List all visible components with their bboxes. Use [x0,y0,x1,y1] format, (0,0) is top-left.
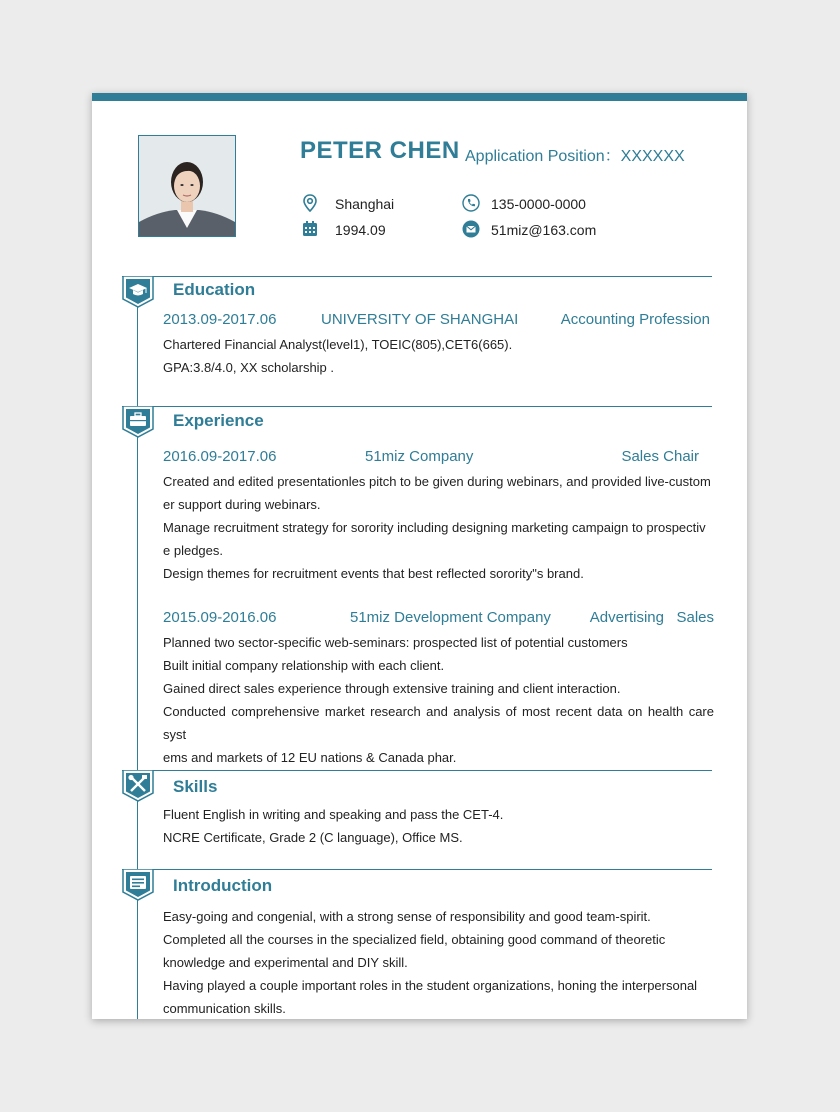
job-role: Sales Chair [621,448,699,465]
education-major: Accounting Profession [560,311,710,328]
job-line: Built initial company relationship with each client. [163,658,445,673]
job-line: Conducted comprehensive market research and analysis of most recent data on health care syst [163,704,714,742]
application-position: Application Position：XXXXXX [465,148,685,165]
birth-text: 1994.09 [335,222,386,238]
job-line: er support during webinars. [163,497,321,512]
briefcase-icon [122,406,154,438]
education-line: Chartered Financial Analyst(level1), TOEIC(805),CET6(665). [163,337,513,352]
skills-title: Skills [173,777,218,796]
job-company: 51miz Development Company [350,609,551,626]
skills-line: NCRE Certificate, Grade 2 (C language), Office MS. [163,830,463,845]
introduction-title: Introduction [173,876,273,895]
graduation-cap-icon [122,276,154,308]
candidate-name: PETER CHEN [300,137,460,164]
introduction-line: Having played a couple important roles in the student organizations, honing the interpersonal [163,978,698,993]
education-divider [122,276,712,277]
job-company: 51miz Company [365,448,474,465]
skills-divider [122,770,712,771]
introduction-details [163,905,714,1020]
job-details [163,470,714,585]
job-line: Created and edited presentationles pitch to be given during webinars, and provided live-custom [163,474,711,489]
job-line: Design themes for recruitment events that best reflected sorority"s brand. [163,566,584,581]
introduction-divider [122,869,712,870]
timeline-line [137,278,138,1019]
job-line: Manage recruitment strategy for sorority including designing marketing campaign to prospectiv [163,520,706,535]
email-text: 51miz@163.com [491,222,597,238]
resume-page [92,93,747,1019]
education-date: 2013.09-2017.06 [163,311,277,328]
introduction-line: Completed all the courses in the specialized field, obtaining good command of theoretic [163,932,666,947]
experience-title: Experience [173,411,264,430]
id-card-icon [122,869,154,901]
education-details [163,333,714,379]
phone-icon [462,194,480,212]
job-line: Gained direct sales experience through extensive training and client interaction. [163,681,621,696]
education-title: Education [173,280,256,299]
job-date: 2016.09-2017.06 [163,448,277,465]
education-line: GPA:3.8/4.0, XX scholarship . [163,360,335,375]
tools-icon [122,770,154,802]
education-school: UNIVERSITY OF SHANGHAI [321,311,519,328]
map-pin-icon [301,194,319,212]
job-details [163,631,714,769]
location-text: Shanghai [335,196,395,212]
job-date: 2015.09-2016.06 [163,609,277,626]
envelope-icon [462,220,480,238]
profile-photo [138,135,236,237]
job-line: ems and markets of 12 EU nations & Canada phar. [163,750,457,765]
phone-text: 135-0000-0000 [491,196,586,212]
experience-divider [122,406,712,407]
job-line: e pledges. [163,543,223,558]
calendar-icon [301,220,319,238]
skills-details [163,803,714,849]
introduction-line: knowledge and experimental and DIY skill. [163,955,408,970]
introduction-line: Easy-going and congenial, with a strong sense of responsibility and good team-spirit. [163,909,651,924]
job-line: Planned two sector-specific web-seminars: prospected list of potential customers [163,635,628,650]
introduction-line: communication skills. [163,1001,286,1016]
job-role: Advertising Sales [589,609,714,626]
top-accent-bar [92,93,747,101]
skills-line: Fluent English in writing and speaking and pass the CET-4. [163,807,504,822]
